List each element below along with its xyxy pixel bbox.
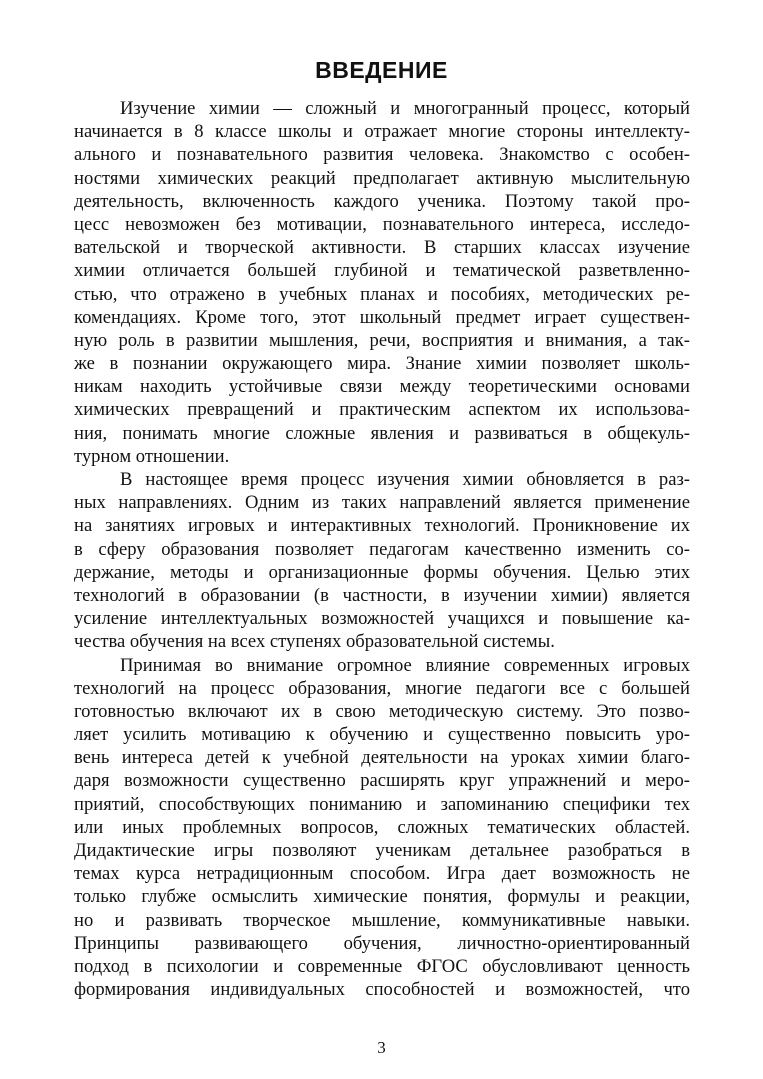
- text-line: технологий в образовании (в частности, в изучении химии) является: [74, 584, 690, 606]
- text-line: Принимая во внимание огромное влияние современных игровых: [120, 654, 690, 676]
- text-line: даря возможности существенно расширять круг упражнений и меро-: [74, 770, 690, 792]
- text-line: или иных проблемных вопросов, сложных тематических областей.: [74, 816, 690, 838]
- text-line: держание, методы и организационные формы обучения. Целью этих: [74, 561, 690, 583]
- text-line: на занятиях игровых и интерактивных технологий. Проникновение их: [74, 515, 690, 537]
- text-line: только глубже осмыслить химические понятия, формулы и реакции,: [74, 886, 690, 908]
- paragraph-3: [74, 654, 690, 1002]
- text-line: никам находить устойчивые связи между теоретическими основами: [74, 376, 690, 398]
- text-line: комендациях. Кроме того, этот школьный предмет играет существен-: [74, 306, 690, 328]
- text-line: ных направлениях. Одним из таких направлений является применение: [74, 492, 690, 514]
- text-line: вень интереса детей к учебной деятельности на уроках химии благо-: [74, 747, 690, 769]
- text-line: ляет усилить мотивацию к обучению и существенно повысить уро-: [74, 724, 690, 746]
- text-line: ную роль в развитии мышления, речи, восприятия и внимания, а так-: [74, 329, 690, 351]
- text-line: приятий, способствующих пониманию и запоминанию специфики тех: [74, 793, 690, 815]
- text-line: формирования индивидуальных способностей и возможностей, что: [74, 979, 690, 1001]
- text-line: же в познании окружающего мира. Знание химии позволяет школь-: [74, 353, 690, 375]
- text-line: в сферу образования позволяет педагогам качественно изменить со-: [74, 538, 690, 560]
- text-line: цесс невозможен без мотивации, познавательного интереса, исследо-: [74, 213, 690, 235]
- text-line: готовностью включают их в свою методическую систему. Это позво-: [74, 700, 690, 722]
- text-line: усиление интеллектуальных возможностей учащихся и повышение ка-: [74, 608, 690, 630]
- text-line: химии отличается большей глубиной и тематической разветвленно-: [74, 260, 690, 282]
- text-line: подход в психологии и современные ФГОС обусловливают ценность: [74, 955, 690, 977]
- paragraph-1: [74, 97, 690, 468]
- text-line: начинается в 8 классе школы и отражает многие стороны интеллекту-: [74, 121, 690, 143]
- text-line: технологий на процесс образования, многие педагоги все с большей: [74, 677, 690, 699]
- page-title: ВВЕДЕНИЕ: [315, 57, 448, 83]
- text-line: В настоящее время процесс изучения химии обновляется в раз-: [120, 469, 690, 490]
- text-line: но и развивать творческое мышление, коммуникативные навыки.: [74, 909, 690, 931]
- text-line: Изучение химии — сложный и многогранный процесс, который: [120, 98, 690, 119]
- text-line: деятельность, включенность каждого ученика. Поэтому такой про-: [74, 190, 690, 212]
- text-line: ального и познавательного развития человека. Знакомство с особен-: [74, 144, 690, 166]
- text-line: чества обучения на всех ступенях образовательной системы.: [74, 631, 555, 653]
- text-line: химических превращений и практическим аспектом их использова-: [74, 399, 690, 421]
- text-line: ния, понимать многие сложные явления и развиваться в общекуль-: [74, 422, 690, 444]
- text-line: турном отношении.: [74, 445, 230, 467]
- paragraph-2: [74, 468, 690, 654]
- text-line: Принципы развивающего обучения, личностно-ориентированный: [74, 932, 690, 954]
- text-line: стью, что отражено в учебных планах и пособиях, методических ре-: [74, 283, 690, 305]
- page-number: 3: [377, 1038, 386, 1057]
- text-line: ностями химических реакций предполагает активную мыслительную: [74, 167, 690, 189]
- text-line: вательской и творческой активности. В старших классах изучение: [74, 237, 690, 259]
- text-line: Дидактические игры позволяют ученикам детальнее разобраться в: [74, 840, 690, 861]
- body-text: [74, 97, 690, 1001]
- text-line: темах курса нетрадиционным способом. Игра дает возможность не: [74, 863, 690, 885]
